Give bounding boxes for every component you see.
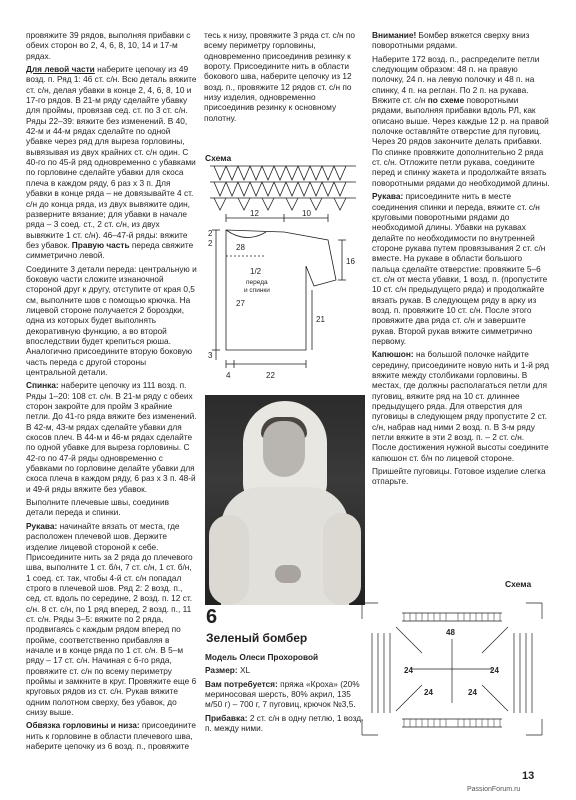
paragraph [26, 264, 198, 378]
dim-label: 12 [250, 210, 259, 218]
section-heading: Капюшон: [372, 349, 414, 360]
inline-heading: Вам потребуется: [205, 678, 278, 689]
text: пряжа «Кроха» (20% мериносовая шерсть, 80% акрил, 135 м/50 г) – 700 г, 7 пуговиц, крючок №3,5. [205, 678, 360, 710]
dim-label: 22 [266, 371, 275, 380]
text: наберите цепочку из 49 возд. п. Ряд 1: 46 ст. с/н. Всю деталь вяжите ст. с/н, делая убавки в конце 2, 4, 6, 8, 10 и 17-го рядов. В 21-м ряду сделайте убавку для проймы, провязав сед. ст. по 3 ст. с/н. Ряды 22–39: вяжите без изменений. В 40, 42-м и 44-м рядах сделайте по одной убавке через ряд для выреза горловины, вывязывая из двух крайних ст. с/н один. С 40-го по 45-й ряд одновременно с убавками по горловине сделайте убавки для скоса плеча в каждом ряду, 6 раз х 3 п. Для убавки в конце ряда – не довязывайте 4 ст. с/н до конца ряда, из двух вывяжите один, разверните вязание; для убавки в начале ряда – 3 соед. ст., 2 ст. с/н, из двух вывяжите 1 ст. с/н). 46–47-й ряды: вяжите без убавок. [26, 64, 197, 250]
text: на большой полочке найдите середину, присоедините новую нить и 1-й ряд вяжите между столбиками горловины. В местах, где должны располагаться петли для пуговиц, вяжите ряд на 10 ст. длиннее предыдущего ряда. Для отверстия для пуговицы в следующем ряду пропустите 2 ст. с/н, набрав над ними 2 возд. п. В 3-м ряду петли вяжите в эти 2 возд. п. – 2 ст. с/н. После достижения нужной высоты соедините капюшон ст. б/н по лицевой стороне. [372, 349, 549, 463]
chart-label: 24 [490, 666, 499, 675]
dim-label: 28 [236, 243, 245, 252]
pattern-schematic [206, 210, 364, 388]
text: присоедините нить в месте соединения спинки и переда, вяжите ст. с/н круговыми поворотными рядами до необходимой длины. Убавки на рукавах делайте по необходимости по внутренней стороне рукава путем провязывания 2 ст. с/н вместе. На рукаве в области большого пальца сделайте отверстие: провяжите 5–6 ст. с/н от места убавки, 1 возд. п. (пропустите 10 ст. с/н предыдущего ряда) и продолжайте вязать рукав. В следующем ряду в арку из возд. п. провяжите 10 ст. с/н. После этого провяжите два ряда ст. с/н и завершите рукав. Второй рукав вяжите симметрично первому. [372, 191, 548, 346]
inline-bold: по схеме [427, 95, 465, 106]
stitch-chart [208, 162, 358, 212]
section-heading: Для левой части [26, 64, 95, 75]
schematic-note: 1/2 [250, 267, 262, 276]
section-heading: Обвязка горловины и низа: [26, 720, 140, 731]
text: присоедините нить к горловине в области плечевого шва, наберите цепочку из 6 возд. п., провяжите [26, 720, 196, 752]
dim-label: 16 [346, 257, 355, 266]
text: переда свяжите симметрично левой. [26, 239, 194, 261]
left-column [26, 30, 198, 754]
schema-label: Схема [205, 153, 232, 163]
text: наберите цепочку из 111 возд. п. Ряды 1–20: 108 ст. с/н. В 21-м ряду с обеих сторон закройте для пройм 3 крайние петли. До 41-го ряда вяжите без изменений. В 42-м, 43-м рядах сделайте убавки для скосов плеч. В 44-м и 46-м рядах сделайте по одной убавке для выреза горловины. С 42-го по 47-й ряды одновременно с убавками по горловине делайте убавки для скоса плеча в каждом ряду, 6 раз х 3 п. 48-й и 49-й ряды вяжите без убавок. [26, 380, 197, 494]
schema-label: Схема [505, 579, 532, 589]
model-photo [205, 395, 365, 605]
chart-label: 24 [424, 688, 433, 697]
paragraph [372, 191, 550, 346]
pattern-info [205, 652, 365, 736]
section-heading: Рукава: [372, 191, 404, 202]
dim-label: 2 [208, 239, 213, 248]
paragraph [372, 54, 550, 188]
pattern-title: Зеленый бомбер [206, 631, 308, 645]
text: провяжите 39 рядов, выполняя прибавки с обеих сторон во 2, 4, 6, 8, 10, 14 и 17-м рядах. [26, 30, 191, 61]
schematic-note: и спинки [244, 287, 270, 294]
text: XL [237, 665, 251, 676]
text: Наберите 172 возд. п., распределите петли следующим образом: 48 п. на правую полочку, 24 п. на левую полочку и 48 п. на спинку, 4 п. на реглан. По 2 п. на рукава. Вяжите ст. с/н [372, 53, 540, 106]
inline-heading: Правую часть [71, 239, 130, 250]
dim-label: 4 [226, 371, 231, 380]
inline-heading: Внимание! [372, 30, 417, 40]
chart-label: 48 [446, 628, 455, 637]
paragraph [26, 521, 198, 718]
inline-heading: Прибавка: [205, 712, 248, 723]
schematic-note: переда [246, 279, 268, 286]
inline-heading: Размер: [205, 665, 238, 676]
text: начинайте вязать от места, где расположен плечевой шов. Держите изделие лицевой стороной к себе. Присоедините нить за 2 ряда до плечевого шва, выполните 1 ст. б/н, 7 ст. с/н, 1 ст. б/н, 1 соед. ст. так, чтобы 4-й ст. с/н попадал строго в плечевой шов. Ряд 2: 2 возд. п., сед. ст. вдоль по середине, 2 возд. п. 12 ст. с/н. 8 ст. с/н, по 1 ряд вперед, 2 возд. п., 11 ст. с/н. Ряды 3–5: вяжите по 2 ряда, продвигаясь с каждым рядом вперед по пройме, соответственно прибавляя в начале и в конце ряда по 1 ст. с/н. В 5–м ряду – 17 ст. с/н. Начиная с 6-го ряда, провяжите ст. с/н по всему периметру проймы и замкните в круг. Провяжите еще 6 круговых рядов из ст. с/н. Рукав вяжите одним полотном сверху, без убавок, до снизу выше. [26, 520, 197, 717]
text: поворотными рядами, выполняя прибавки вдоль РЛ, как описано выше. Через каждые 12 р. на правой полочке оставляйте отверстие для пуговиц. Через 20 рядов закончите делать прибавки. По спинке провяжите дополнительно 2 ряда ст. с/н. Отложите петли рукава, соедините перед и спинку жакета и продолжайте вязать поворотными рядами до необходимой длины. [372, 95, 550, 188]
section-heading: Рукава: [26, 520, 58, 531]
text: Бомбер вяжется сверху вниз поворотными рядами. [372, 30, 530, 51]
paragraph [204, 30, 364, 123]
page-number: 13 [522, 770, 535, 782]
paragraph [26, 380, 198, 494]
chart-label: 24 [468, 688, 477, 697]
middle-column [204, 30, 364, 126]
chart-label: 24 [404, 666, 413, 675]
paragraph [26, 30, 198, 61]
text: Выполните плечевые швы, соединив детали переда и спинки. [26, 497, 170, 518]
model-author: Модель Олеси Прохоровой [205, 652, 319, 662]
dim-label: 27 [236, 299, 245, 308]
paragraph [372, 466, 550, 487]
paragraph [372, 30, 550, 51]
text: Соедините 3 детали переда: центральную и боковую части сложите изнаночной стороной друг к другу, отступите от края 0,5 см, выполните шов с помощью крючка. На лицевой стороне получается 2 бороздки, одна из которых будет выполнять декоративную функцию, а во второй впоследствии будет крепиться рюша. Аналогично присоедините вторую боковую часть переда с другой стороны центральной детали. [26, 263, 197, 377]
pattern-number: 6 [206, 606, 218, 628]
dim-label: 2 [208, 229, 213, 238]
paragraph [26, 497, 198, 518]
text: Пришейте пуговицы. Готовое изделие слегка отпарьте. [372, 466, 546, 487]
text: тесь к низу, провяжите 3 ряда ст. с/н по всему периметру горловины, одновременно присоединив резинку к вороту. Присоедините нить в области бокового шва, наберите цепочку из 12 возд. п., провяжите 12 рядов ст. с/н по низу изделия, одновременно присоединив резинку к основному полотну. [204, 30, 356, 123]
dim-label: 3 [208, 351, 213, 360]
paragraph [26, 64, 198, 261]
footer-watermark: PassionForum.ru [467, 786, 521, 793]
right-column [372, 30, 550, 490]
paragraph [26, 720, 198, 751]
dim-label: 21 [316, 315, 325, 324]
paragraph [205, 665, 365, 675]
paragraph [205, 652, 365, 662]
section-heading: Спинка: [26, 380, 59, 391]
paragraph [372, 349, 550, 463]
text: 2 ст. с/н в одну петлю, 1 возд. п. между ними. [205, 712, 364, 734]
paragraph [205, 679, 365, 710]
raglan-chart [352, 593, 552, 745]
dim-label: 10 [302, 210, 311, 218]
paragraph [205, 713, 365, 734]
